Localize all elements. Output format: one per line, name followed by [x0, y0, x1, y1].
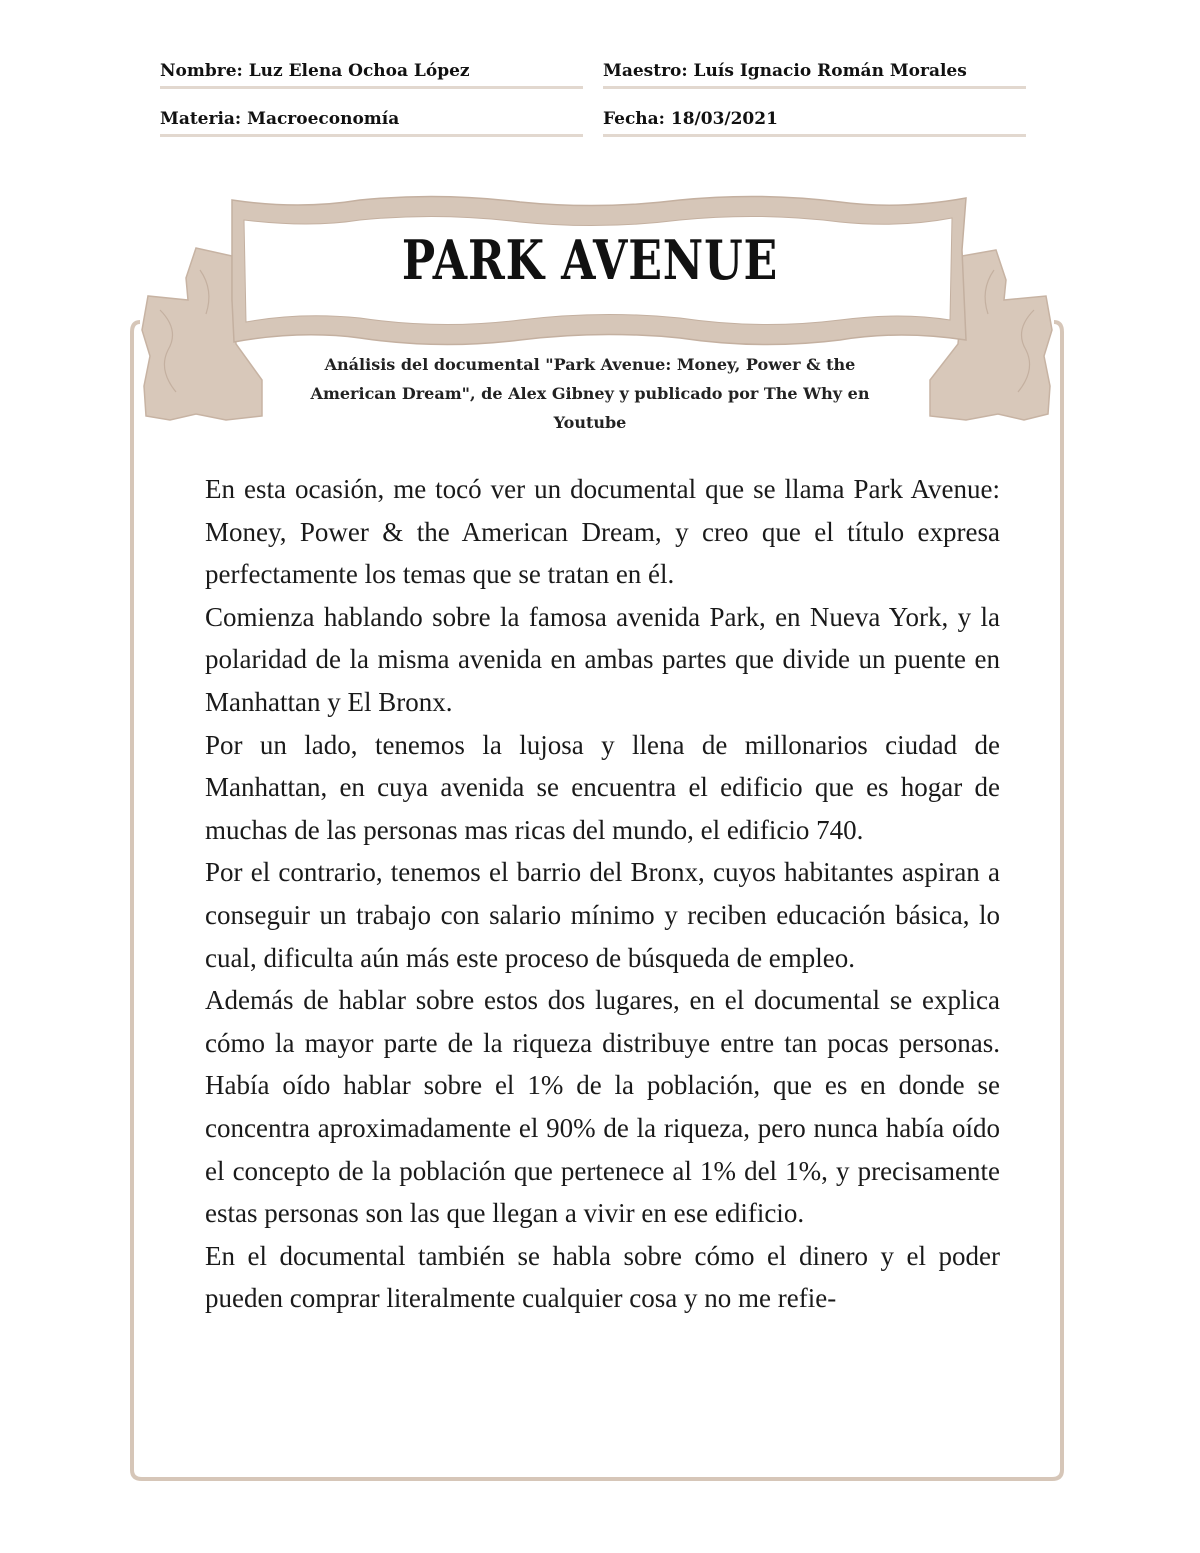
- field-nombre: Nombre: Luz Elena Ochoa López: [160, 56, 583, 89]
- field-fecha: Fecha: 18/03/2021: [603, 104, 1026, 137]
- paragraph: En el documental también se habla sobre cómo el dinero y el poder pueden comprar literalmente cualquier cosa y no me refie-: [205, 1240, 1000, 1314]
- document-title: PARK AVENUE: [401, 228, 779, 292]
- document-body: [205, 468, 1000, 1320]
- paragraph: Además de hablar sobre estos dos lugares, en el documental se explica cómo la mayor parte de la riqueza distribuye entre tan pocas personas. Había oído hablar sobre el 1% de la población, que es en donde se concentra aproximadamente el 90% de la riqueza, pero nunca había oído el concepto de la población que pertenece al 1% del 1%, y precisamente estas personas son las que llegan a vivir en ese edificio.: [205, 985, 1000, 1229]
- paragraph: En esta ocasión, me tocó ver un documental que se llama Park Avenue: Money, Power & the American Dream, y creo que el título expresa perfectamente los temas que se tratan en él.: [205, 474, 1000, 590]
- paragraph: Comienza hablando sobre la famosa avenida Park, en Nueva York, y la polaridad de la misma avenida en ambas partes que divide un puente en Manhattan y El Bronx.: [205, 601, 1000, 717]
- paragraph: Por el contrario, tenemos el barrio del Bronx, cuyos habitantes aspiran a conseguir un trabajo con salario mínimo y reciben educación básica, lo cual, dificulta aún más este proceso de búsqueda de empleo.: [205, 857, 1000, 973]
- field-maestro: Maestro: Luís Ignacio Román Morales: [603, 56, 1026, 89]
- field-materia: Materia: Macroeconomía: [160, 104, 583, 137]
- paragraph: Por un lado, tenemos la lujosa y llena de millonarios ciudad de Manhattan, en cuya avenida se encuentra el edificio que es hogar de muchas de las personas mas ricas del mundo, el edificio 740.: [205, 729, 1000, 845]
- document-subtitle: Análisis del documental "Park Avenue: Money, Power & the American Dream", de Alex Gibney y publicado por The Why en Youtube: [310, 355, 870, 432]
